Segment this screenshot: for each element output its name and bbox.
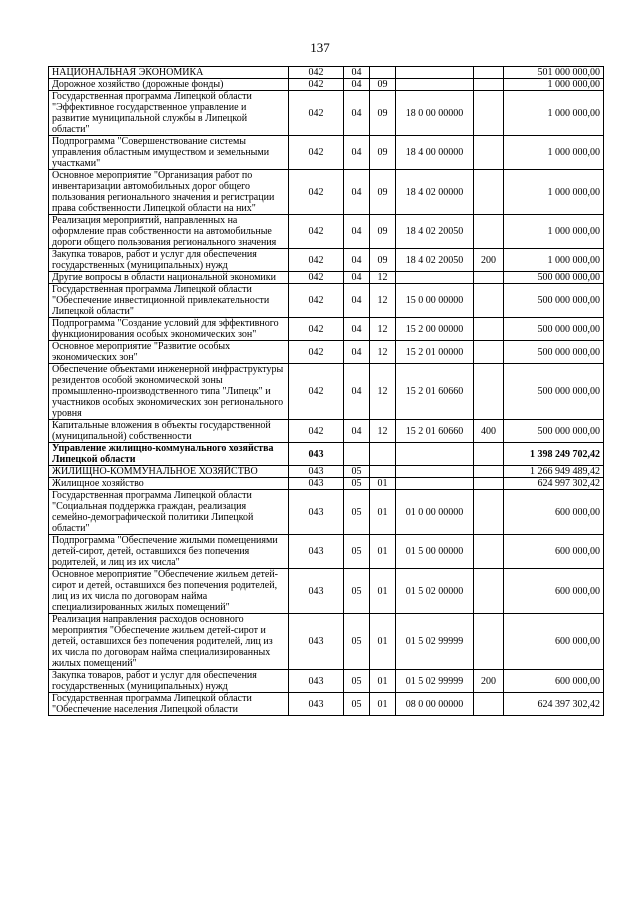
table-row [49, 79, 604, 91]
row-section-cell: 05 [344, 478, 370, 490]
row-amount-cell: 600 000,00 [504, 569, 604, 614]
table-row [49, 215, 604, 249]
row-expense-type-cell [474, 67, 504, 79]
row-name-cell: Обеспечение объектами инженерной инфраструктуры резидентов особой экономической зоны промышленно-производственного типа "Липецк" и участников особых экономических зон регионального уровня [49, 364, 289, 420]
row-admin-code-cell: 043 [289, 614, 344, 670]
row-expense-type-cell [474, 693, 504, 716]
row-admin-code-cell: 042 [289, 284, 344, 318]
row-name-cell: Реализация направления расходов основного мероприятия "Обеспечение жильем детей-сирот и детей, оставшихся без попечения родителей, лиц из их числа по договорам найма специализированных жилых помещений" [49, 614, 289, 670]
row-admin-code-cell: 042 [289, 318, 344, 341]
row-target-article-cell: 01 5 02 99999 [396, 670, 474, 693]
row-expense-type-cell [474, 364, 504, 420]
row-section-cell: 04 [344, 341, 370, 364]
row-admin-code-cell: 042 [289, 341, 344, 364]
row-expense-type-cell [474, 535, 504, 569]
row-section-cell: 04 [344, 215, 370, 249]
row-subsection-cell: 01 [370, 569, 396, 614]
row-name-cell: Дорожное хозяйство (дорожные фонды) [49, 79, 289, 91]
row-name-cell: Закупка товаров, работ и услуг для обеспечения государственных (муниципальных) нужд [49, 249, 289, 272]
row-expense-type-cell [474, 215, 504, 249]
row-subsection-cell: 01 [370, 614, 396, 670]
table-row [49, 466, 604, 478]
row-amount-cell: 1 000 000,00 [504, 170, 604, 215]
row-name-cell: Другие вопросы в области национальной экономики [49, 272, 289, 284]
row-name-cell: Основное мероприятие "Организация работ по инвентаризации автомобильных дорог общего пользования регионального значения и регистрации права собственности Липецкой области на них" [49, 170, 289, 215]
row-expense-type-cell [474, 478, 504, 490]
row-section-cell: 05 [344, 670, 370, 693]
row-expense-type-cell [474, 466, 504, 478]
row-subsection-cell: 09 [370, 215, 396, 249]
row-target-article-cell: 01 5 02 99999 [396, 614, 474, 670]
row-amount-cell: 1 000 000,00 [504, 215, 604, 249]
row-name-cell: Государственная программа Липецкой области "Социальная поддержка граждан, реализация семейно-демографической политики Липецкой области" [49, 490, 289, 535]
row-section-cell: 04 [344, 136, 370, 170]
row-section-cell: 05 [344, 693, 370, 716]
row-admin-code-cell: 043 [289, 490, 344, 535]
row-expense-type-cell [474, 569, 504, 614]
row-amount-cell: 1 266 949 489,42 [504, 466, 604, 478]
table-row [49, 569, 604, 614]
row-expense-type-cell [474, 79, 504, 91]
row-expense-type-cell [474, 443, 504, 466]
table-row [49, 318, 604, 341]
table-row [49, 693, 604, 716]
row-target-article-cell: 18 4 02 00000 [396, 170, 474, 215]
row-amount-cell: 1 000 000,00 [504, 91, 604, 136]
table-row [49, 478, 604, 490]
row-section-cell: 05 [344, 466, 370, 478]
table-row [49, 91, 604, 136]
row-admin-code-cell: 043 [289, 443, 344, 466]
row-admin-code-cell: 043 [289, 670, 344, 693]
row-admin-code-cell: 042 [289, 420, 344, 443]
row-section-cell: 04 [344, 272, 370, 284]
table-row [49, 341, 604, 364]
row-name-cell: Реализация мероприятий, направленных на оформление прав собственности на автомобильные дороги общего пользования регионального значения [49, 215, 289, 249]
row-amount-cell: 500 000 000,00 [504, 318, 604, 341]
table-row [49, 614, 604, 670]
table-row [49, 284, 604, 318]
row-admin-code-cell: 043 [289, 693, 344, 716]
row-expense-type-cell: 200 [474, 670, 504, 693]
row-admin-code-cell: 042 [289, 215, 344, 249]
row-name-cell: Государственная программа Липецкой области "Обеспечение инвестиционной привлекательности Липецкой области" [49, 284, 289, 318]
row-amount-cell: 500 000 000,00 [504, 341, 604, 364]
row-subsection-cell: 09 [370, 79, 396, 91]
row-amount-cell: 1 000 000,00 [504, 249, 604, 272]
row-subsection-cell: 12 [370, 284, 396, 318]
row-subsection-cell: 01 [370, 693, 396, 716]
row-amount-cell: 600 000,00 [504, 670, 604, 693]
row-target-article-cell: 15 2 01 60660 [396, 420, 474, 443]
row-subsection-cell: 01 [370, 670, 396, 693]
row-amount-cell: 1 000 000,00 [504, 79, 604, 91]
row-amount-cell: 1 000 000,00 [504, 136, 604, 170]
row-expense-type-cell [474, 284, 504, 318]
row-subsection-cell: 09 [370, 91, 396, 136]
row-target-article-cell: 01 5 00 00000 [396, 535, 474, 569]
row-expense-type-cell [474, 318, 504, 341]
row-amount-cell: 500 000 000,00 [504, 272, 604, 284]
row-admin-code-cell: 042 [289, 67, 344, 79]
row-expense-type-cell [474, 91, 504, 136]
row-expense-type-cell [474, 341, 504, 364]
row-target-article-cell: 15 2 01 60660 [396, 364, 474, 420]
row-target-article-cell [396, 443, 474, 466]
row-target-article-cell [396, 272, 474, 284]
row-section-cell: 04 [344, 67, 370, 79]
budget-table [48, 66, 604, 716]
row-expense-type-cell [474, 272, 504, 284]
row-target-article-cell: 18 4 02 20050 [396, 249, 474, 272]
table-row [49, 364, 604, 420]
row-section-cell: 04 [344, 91, 370, 136]
row-admin-code-cell: 042 [289, 91, 344, 136]
table-row [49, 67, 604, 79]
row-amount-cell: 501 000 000,00 [504, 67, 604, 79]
row-name-cell: Государственная программа Липецкой области "Эффективное государственное управление и развитие муниципальной службы в Липецкой области" [49, 91, 289, 136]
row-subsection-cell: 09 [370, 249, 396, 272]
row-admin-code-cell: 042 [289, 136, 344, 170]
row-name-cell: Капитальные вложения в объекты государственной (муниципальной) собственности [49, 420, 289, 443]
row-amount-cell: 1 398 249 702,42 [504, 443, 604, 466]
row-amount-cell: 600 000,00 [504, 535, 604, 569]
row-name-cell: Подпрограмма "Обеспечение жилыми помещениями детей-сирот, детей, оставшихся без попечения родителей, и лиц из их числа" [49, 535, 289, 569]
row-section-cell: 04 [344, 170, 370, 215]
row-section-cell: 04 [344, 420, 370, 443]
row-expense-type-cell: 200 [474, 249, 504, 272]
row-expense-type-cell [474, 490, 504, 535]
table-row [49, 170, 604, 215]
table-row [49, 272, 604, 284]
row-subsection-cell: 12 [370, 318, 396, 341]
row-amount-cell: 600 000,00 [504, 614, 604, 670]
row-target-article-cell [396, 478, 474, 490]
row-section-cell: 04 [344, 249, 370, 272]
row-target-article-cell [396, 79, 474, 91]
row-name-cell: Подпрограмма "Совершенствование системы управления областным имуществом и земельными участками" [49, 136, 289, 170]
row-admin-code-cell: 042 [289, 364, 344, 420]
row-subsection-cell: 12 [370, 272, 396, 284]
row-subsection-cell: 12 [370, 341, 396, 364]
table-row [49, 490, 604, 535]
row-expense-type-cell [474, 614, 504, 670]
row-amount-cell: 500 000 000,00 [504, 284, 604, 318]
row-name-cell: Жилищное хозяйство [49, 478, 289, 490]
row-admin-code-cell: 043 [289, 569, 344, 614]
row-target-article-cell: 01 0 00 00000 [396, 490, 474, 535]
row-name-cell: Основное мероприятие "Развитие особых экономических зон" [49, 341, 289, 364]
row-subsection-cell: 01 [370, 535, 396, 569]
table-row [49, 443, 604, 466]
row-admin-code-cell: 043 [289, 535, 344, 569]
row-subsection-cell: 12 [370, 420, 396, 443]
row-section-cell: 04 [344, 318, 370, 341]
row-target-article-cell: 15 2 01 00000 [396, 341, 474, 364]
row-section-cell: 05 [344, 614, 370, 670]
row-subsection-cell: 01 [370, 478, 396, 490]
row-amount-cell: 600 000,00 [504, 490, 604, 535]
row-admin-code-cell: 042 [289, 249, 344, 272]
row-section-cell: 05 [344, 569, 370, 614]
row-target-article-cell: 15 2 00 00000 [396, 318, 474, 341]
table-row [49, 535, 604, 569]
row-admin-code-cell: 042 [289, 170, 344, 215]
row-amount-cell: 500 000 000,00 [504, 420, 604, 443]
row-admin-code-cell: 043 [289, 466, 344, 478]
row-subsection-cell [370, 443, 396, 466]
row-expense-type-cell: 400 [474, 420, 504, 443]
row-admin-code-cell: 042 [289, 272, 344, 284]
row-subsection-cell [370, 67, 396, 79]
row-expense-type-cell [474, 136, 504, 170]
table-row [49, 670, 604, 693]
row-amount-cell: 624 997 302,42 [504, 478, 604, 490]
row-name-cell: Основное мероприятие "Обеспечение жильем детей-сирот и детей, оставшихся без попечения родителей, лиц из их числа по договорам найма специализированных жилых помещений" [49, 569, 289, 614]
row-name-cell: Управление жилищно-коммунального хозяйства Липецкой области [49, 443, 289, 466]
row-expense-type-cell [474, 170, 504, 215]
table-row [49, 420, 604, 443]
page-number: 137 [310, 40, 330, 55]
row-subsection-cell: 01 [370, 490, 396, 535]
row-target-article-cell [396, 67, 474, 79]
row-admin-code-cell: 042 [289, 79, 344, 91]
row-target-article-cell: 18 4 02 20050 [396, 215, 474, 249]
row-name-cell: Подпрограмма "Создание условий для эффективного функционирования особых экономических зон" [49, 318, 289, 341]
row-name-cell: Закупка товаров, работ и услуг для обеспечения государственных (муниципальных) нужд [49, 670, 289, 693]
row-section-cell: 05 [344, 490, 370, 535]
row-subsection-cell [370, 466, 396, 478]
row-amount-cell: 624 397 302,42 [504, 693, 604, 716]
row-name-cell: НАЦИОНАЛЬНАЯ ЭКОНОМИКА [49, 67, 289, 79]
row-section-cell: 05 [344, 535, 370, 569]
table-row [49, 136, 604, 170]
row-target-article-cell: 01 5 02 00000 [396, 569, 474, 614]
table-row [49, 249, 604, 272]
row-target-article-cell: 18 0 00 00000 [396, 91, 474, 136]
row-name-cell: Государственная программа Липецкой области "Обеспечение населения Липецкой области [49, 693, 289, 716]
row-target-article-cell: 18 4 00 00000 [396, 136, 474, 170]
row-subsection-cell: 09 [370, 170, 396, 215]
row-target-article-cell: 08 0 00 00000 [396, 693, 474, 716]
row-target-article-cell: 15 0 00 00000 [396, 284, 474, 318]
row-subsection-cell: 12 [370, 364, 396, 420]
row-amount-cell: 500 000 000,00 [504, 364, 604, 420]
row-section-cell [344, 443, 370, 466]
row-section-cell: 04 [344, 79, 370, 91]
row-admin-code-cell: 043 [289, 478, 344, 490]
row-subsection-cell: 09 [370, 136, 396, 170]
row-name-cell: ЖИЛИЩНО-КОММУНАЛЬНОЕ ХОЗЯЙСТВО [49, 466, 289, 478]
row-section-cell: 04 [344, 364, 370, 420]
row-section-cell: 04 [344, 284, 370, 318]
row-target-article-cell [396, 466, 474, 478]
